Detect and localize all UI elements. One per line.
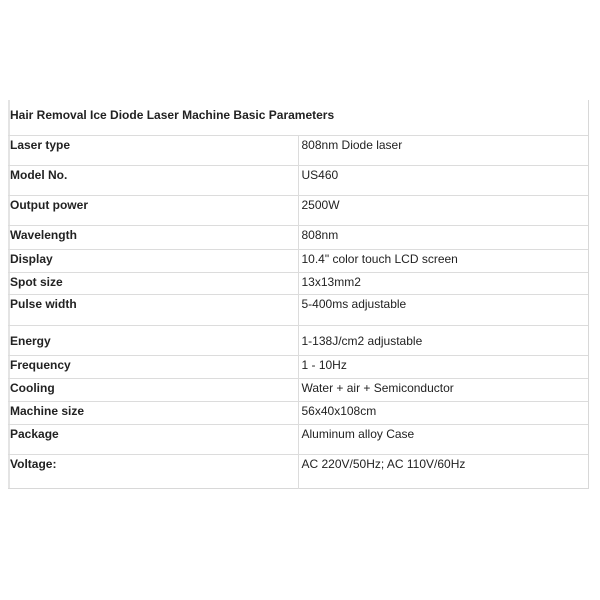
row-value-output-power: 2500W	[298, 196, 588, 226]
row-label-frequency: Frequency	[8, 356, 298, 379]
table-row	[8, 326, 588, 356]
row-value-pulse-width: 5-400ms adjustable	[298, 295, 588, 326]
table-row	[8, 379, 588, 402]
row-value-frequency: 1 - 10Hz	[298, 356, 588, 379]
parameters-table	[8, 100, 588, 489]
row-value-laser-type: 808nm Diode laser	[298, 136, 588, 166]
table-row	[8, 136, 588, 166]
row-label-machine-size: Machine size	[8, 402, 298, 425]
table-row	[8, 356, 588, 379]
table-row	[8, 455, 588, 489]
table-row	[8, 226, 588, 250]
row-label-wavelength: Wavelength	[8, 226, 298, 250]
table-title: Hair Removal Ice Diode Laser Machine Basic Parameters	[8, 100, 588, 136]
row-label-energy: Energy	[8, 326, 298, 356]
table-row	[8, 166, 588, 196]
row-value-wavelength: 808nm	[298, 226, 588, 250]
table-row	[8, 295, 588, 326]
table-title-row	[8, 100, 588, 136]
row-value-model-no: US460	[298, 166, 588, 196]
table-row	[8, 425, 588, 455]
row-value-spot-size: 13x13mm2	[298, 273, 588, 295]
table-row	[8, 273, 588, 295]
table-row	[8, 250, 588, 273]
row-label-model-no: Model No.	[8, 166, 298, 196]
table-row	[8, 402, 588, 425]
row-label-package: Package	[8, 425, 298, 455]
row-value-display: 10.4" color touch LCD screen	[298, 250, 588, 273]
row-label-pulse-width: Pulse width	[8, 295, 298, 326]
row-value-machine-size: 56x40x108cm	[298, 402, 588, 425]
row-label-spot-size: Spot size	[8, 273, 298, 295]
row-value-energy: 1-138J/cm2 adjustable	[298, 326, 588, 356]
row-value-package: Aluminum alloy Case	[298, 425, 588, 455]
row-label-laser-type: Laser type	[8, 136, 298, 166]
row-value-cooling: Water + air + Semiconductor	[298, 379, 588, 402]
table-row	[8, 196, 588, 226]
row-value-voltage: AC 220V/50Hz; AC 110V/60Hz	[301, 457, 466, 471]
row-label-output-power: Output power	[8, 196, 298, 226]
row-label-cooling: Cooling	[8, 379, 298, 402]
row-label-voltage: Voltage:	[8, 455, 298, 489]
row-label-display: Display	[8, 250, 298, 273]
